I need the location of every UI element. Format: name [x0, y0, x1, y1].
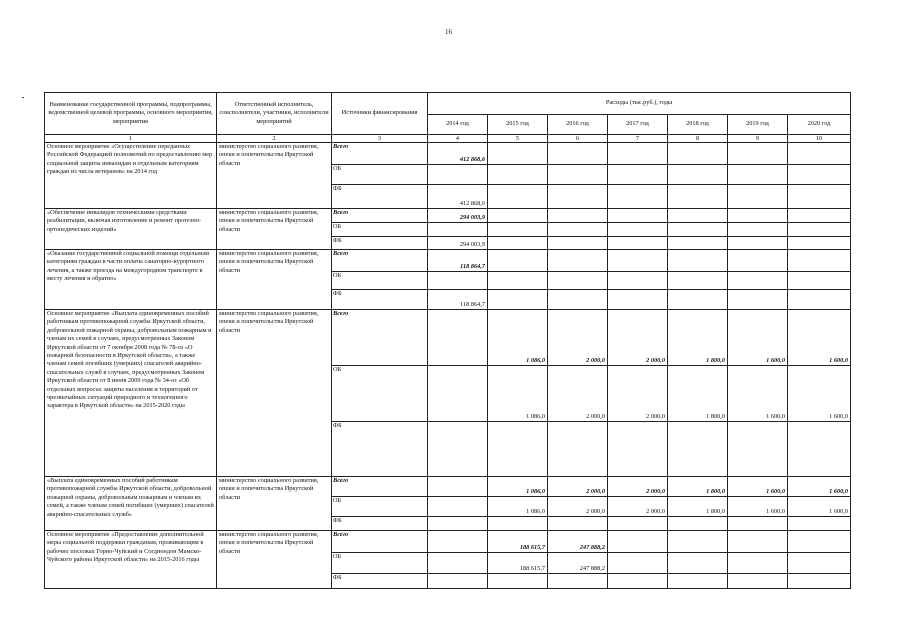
- expense-value: [788, 185, 851, 209]
- funding-table: [44, 92, 851, 589]
- expense-value: [668, 165, 728, 185]
- activity-name: «Оказание государственной социальной помощи отдельным категориям граждан в части оплаты санаторно-курортного лечения, а также проезда на междугородном транспорте к месту лечения и обратно»: [45, 250, 217, 310]
- funding-source: Всего: [332, 477, 428, 497]
- expense-value: [788, 574, 851, 589]
- funding-source: Всего: [332, 531, 428, 553]
- expense-value: 188 615,7: [488, 531, 548, 553]
- expense-value: 247 888,2: [548, 531, 608, 553]
- funding-source: Всего: [332, 250, 428, 272]
- column-number: 1: [45, 135, 217, 143]
- expense-value: 1 600,0: [788, 477, 851, 497]
- funding-source: ОБ: [332, 553, 428, 574]
- expense-value: [548, 223, 608, 237]
- column-number: 4: [428, 135, 488, 143]
- activity-name: «Обеспечение инвалидов техническими средствами реабилитации, включая изготовление и ремонт протезно-ортопедических изделий»: [45, 209, 217, 250]
- activity-name: Основное мероприятие «Предоставление дополнительной меры социальной поддержки гражданам, проживающим в рабочих поселках Горно-Чуйский и Согдиондон Мамско-Чуйского района Иркутской области» на 2015-2016 годы: [45, 531, 217, 589]
- expense-value: [608, 422, 668, 477]
- expense-value: [548, 290, 608, 310]
- column-number: 3: [332, 135, 428, 143]
- expense-value: 2 000,0: [548, 366, 608, 422]
- responsible-executor: министерство социального развития, опеки и попечительства Иркутской области: [217, 250, 332, 310]
- expense-value: [548, 517, 608, 531]
- expense-value: [788, 553, 851, 574]
- expense-value: 2 000,0: [548, 310, 608, 366]
- expense-value: 1 600,0: [788, 310, 851, 366]
- table-row: [45, 250, 851, 272]
- funding-source: ФБ: [332, 517, 428, 531]
- expense-value: [668, 185, 728, 209]
- expense-value: [428, 272, 488, 290]
- expense-value: 1 800,0: [668, 477, 728, 497]
- expense-value: 1 600,0: [728, 310, 788, 366]
- funding-source: ОБ: [332, 366, 428, 422]
- table-row: [45, 209, 851, 223]
- expense-value: [428, 497, 488, 517]
- expense-value: [608, 250, 668, 272]
- table-row: [45, 477, 851, 497]
- expense-value: 118 864,7: [428, 250, 488, 272]
- expense-value: [608, 553, 668, 574]
- table-row: [45, 531, 851, 553]
- expense-value: [788, 290, 851, 310]
- funding-source: ОБ: [332, 272, 428, 290]
- expense-value: [788, 531, 851, 553]
- expense-value: [488, 165, 548, 185]
- expense-value: [488, 272, 548, 290]
- expense-value: [548, 209, 608, 223]
- responsible-executor: министерство социального развития, опеки и попечительства Иркутской области: [217, 531, 332, 589]
- expense-value: [608, 165, 668, 185]
- expense-value: [488, 250, 548, 272]
- expense-value: [548, 250, 608, 272]
- expense-value: [728, 250, 788, 272]
- header-year: 2014 год: [428, 115, 488, 135]
- expense-value: 247 888,2: [548, 553, 608, 574]
- expense-value: 1 600,0: [788, 497, 851, 517]
- column-number: 10: [788, 135, 851, 143]
- expense-value: [728, 517, 788, 531]
- expense-value: [608, 574, 668, 589]
- funding-source: ФБ: [332, 237, 428, 250]
- expense-value: [728, 143, 788, 165]
- expense-value: [728, 185, 788, 209]
- expense-value: 1 600,0: [728, 497, 788, 517]
- expense-value: 2 000,0: [608, 477, 668, 497]
- header-year: 2019 год: [728, 115, 788, 135]
- funding-source: Всего: [332, 143, 428, 165]
- expense-value: [488, 237, 548, 250]
- expense-value: 294 003,9: [428, 209, 488, 223]
- expense-value: [728, 237, 788, 250]
- expense-value: [428, 422, 488, 477]
- funding-source: ОБ: [332, 223, 428, 237]
- expense-value: [668, 517, 728, 531]
- expense-value: [788, 143, 851, 165]
- expense-value: 1 800,0: [668, 366, 728, 422]
- expense-value: [488, 209, 548, 223]
- expense-value: [728, 290, 788, 310]
- column-number: 8: [668, 135, 728, 143]
- expense-value: [428, 223, 488, 237]
- expense-value: [428, 553, 488, 574]
- expense-value: [548, 272, 608, 290]
- funding-source: ФБ: [332, 185, 428, 209]
- responsible-executor: министерство социального развития, опеки и попечительства Иркутской области: [217, 477, 332, 531]
- expense-value: 2 000,0: [608, 310, 668, 366]
- expense-value: [728, 272, 788, 290]
- funding-source: ФБ: [332, 290, 428, 310]
- header-year: 2018 год: [668, 115, 728, 135]
- expense-value: [728, 209, 788, 223]
- expense-value: [488, 422, 548, 477]
- expense-value: [668, 574, 728, 589]
- expense-value: [608, 272, 668, 290]
- activity-name: Основное мероприятие «Осуществление переданных Российской Федерацией полномочий по предоставлению мер социальной защиты инвалидам и отдельным категориям граждан из числа ветеранов» на 2014 год: [45, 143, 217, 209]
- column-number: 6: [548, 135, 608, 143]
- expense-value: [488, 223, 548, 237]
- expense-value: 188 615,7: [488, 553, 548, 574]
- funding-source: ФБ: [332, 422, 428, 477]
- expense-value: [788, 517, 851, 531]
- expense-value: [608, 237, 668, 250]
- funding-source: Всего: [332, 209, 428, 223]
- table-body: [45, 143, 851, 589]
- expense-value: [608, 185, 668, 209]
- header-year: 2016 год: [548, 115, 608, 135]
- funding-source: ОБ: [332, 497, 428, 517]
- expense-value: [788, 209, 851, 223]
- expense-value: 118 864,7: [428, 290, 488, 310]
- expense-value: [788, 272, 851, 290]
- responsible-executor: министерство социального развития, опеки и попечительства Иркутской области: [217, 310, 332, 477]
- expense-value: [488, 290, 548, 310]
- expense-value: [488, 574, 548, 589]
- expense-value: [668, 422, 728, 477]
- expense-value: [728, 165, 788, 185]
- expense-value: [548, 185, 608, 209]
- header-expenses: Расходы (тыс.руб.), годы: [428, 93, 851, 115]
- header-executor: Ответственный исполнитель, соисполнители, участники, исполнители мероприятий: [217, 93, 332, 135]
- responsible-executor: министерство социального развития, опеки и попечительства Иркутской области: [217, 143, 332, 209]
- table-row: [45, 143, 851, 165]
- expense-value: 1 086,0: [488, 366, 548, 422]
- expense-value: [668, 143, 728, 165]
- expense-value: [608, 143, 668, 165]
- expense-value: [788, 422, 851, 477]
- expense-value: [488, 517, 548, 531]
- expense-value: [668, 553, 728, 574]
- expense-value: [668, 250, 728, 272]
- expense-value: 412 868,6: [428, 185, 488, 209]
- expense-value: [608, 290, 668, 310]
- expense-value: [548, 237, 608, 250]
- header-program-name: Наименование государственной программы, подпрограммы, ведомственной целевой программы, основного мероприятия, мероприятия: [45, 93, 217, 135]
- expense-value: [548, 574, 608, 589]
- column-number: 7: [608, 135, 668, 143]
- expense-value: [668, 237, 728, 250]
- expense-value: 1 600,0: [788, 366, 851, 422]
- expense-value: 2 000,0: [548, 477, 608, 497]
- expense-value: [788, 165, 851, 185]
- header-funding-sources: Источники финансирования: [332, 93, 428, 135]
- expense-value: [428, 477, 488, 497]
- expense-value: [608, 209, 668, 223]
- expense-value: [428, 531, 488, 553]
- expense-value: [668, 531, 728, 553]
- expense-value: 1 800,0: [668, 497, 728, 517]
- expense-value: [428, 574, 488, 589]
- responsible-executor: министерство социального развития, опеки и попечительства Иркутской области: [217, 209, 332, 250]
- expense-value: [548, 143, 608, 165]
- activity-name: «Выплата единовременных пособий работникам противопожарной службы Иркутской области, добровольной пожарной охраны, добровольным пожарным и членам их семей, а также членам семей погибших (умерших) спасателей аварийно-спасательных служб»: [45, 477, 217, 531]
- expense-value: [668, 223, 728, 237]
- page-number: 16: [445, 28, 452, 36]
- expense-value: [728, 422, 788, 477]
- header-year: 2020 год: [788, 115, 851, 135]
- expense-value: [788, 237, 851, 250]
- scan-speck: [22, 97, 24, 98]
- expense-value: 1 086,0: [488, 497, 548, 517]
- expense-value: [608, 531, 668, 553]
- expense-value: [728, 574, 788, 589]
- table-row: [45, 310, 851, 366]
- expense-value: 1 600,0: [728, 477, 788, 497]
- expense-value: 1 086,0: [488, 477, 548, 497]
- expense-value: [428, 366, 488, 422]
- expense-value: 1 600,0: [728, 366, 788, 422]
- expense-value: [668, 272, 728, 290]
- expense-value: [488, 143, 548, 165]
- column-number: 2: [217, 135, 332, 143]
- header-year: 2015 год: [488, 115, 548, 135]
- expense-value: [668, 209, 728, 223]
- expense-value: [608, 223, 668, 237]
- expense-value: [668, 290, 728, 310]
- expense-value: 1 086,0: [488, 310, 548, 366]
- funding-source: ФБ: [332, 574, 428, 589]
- expense-value: [488, 185, 548, 209]
- expense-value: 2 000,0: [608, 497, 668, 517]
- expense-value: [548, 422, 608, 477]
- expense-value: 412 868,6: [428, 143, 488, 165]
- expense-value: [428, 165, 488, 185]
- funding-source: ОБ: [332, 165, 428, 185]
- expense-value: 294 003,9: [428, 237, 488, 250]
- expense-value: [728, 531, 788, 553]
- expense-value: [788, 250, 851, 272]
- expense-value: [428, 517, 488, 531]
- funding-source: Всего: [332, 310, 428, 366]
- expense-value: 2 000,0: [608, 366, 668, 422]
- header-year: 2017 год: [608, 115, 668, 135]
- expense-value: [608, 517, 668, 531]
- expense-value: 1 800,0: [668, 310, 728, 366]
- expense-value: [728, 553, 788, 574]
- column-number: 9: [728, 135, 788, 143]
- activity-name: Основное мероприятие «Выплата единовременных пособий работникам противопожарной службы Иркутской области, добровольной пожарной охраны, добровольным пожарным и членам их семей в случаях, предусмотренных Законом Иркутской области от 7 октября 2008 года № 78-оз «О пожарной безопасности в Иркутской области», а также членам семей погибших (умерших) спасателей аварийно-спасательных служб в случаях, предусмотренных Законом Иркутской области от 8 июня 2009 года № 34-оз «Об отдельных вопросах защиты населения и территорий от чрезвычайных ситуаций природного и техногенного характера в Иркутской области» на 2015-2020 годы: [45, 310, 217, 477]
- expense-value: [788, 223, 851, 237]
- expense-value: [728, 223, 788, 237]
- column-number: 5: [488, 135, 548, 143]
- expense-value: [548, 165, 608, 185]
- expense-value: [428, 310, 488, 366]
- expense-value: 2 000,0: [548, 497, 608, 517]
